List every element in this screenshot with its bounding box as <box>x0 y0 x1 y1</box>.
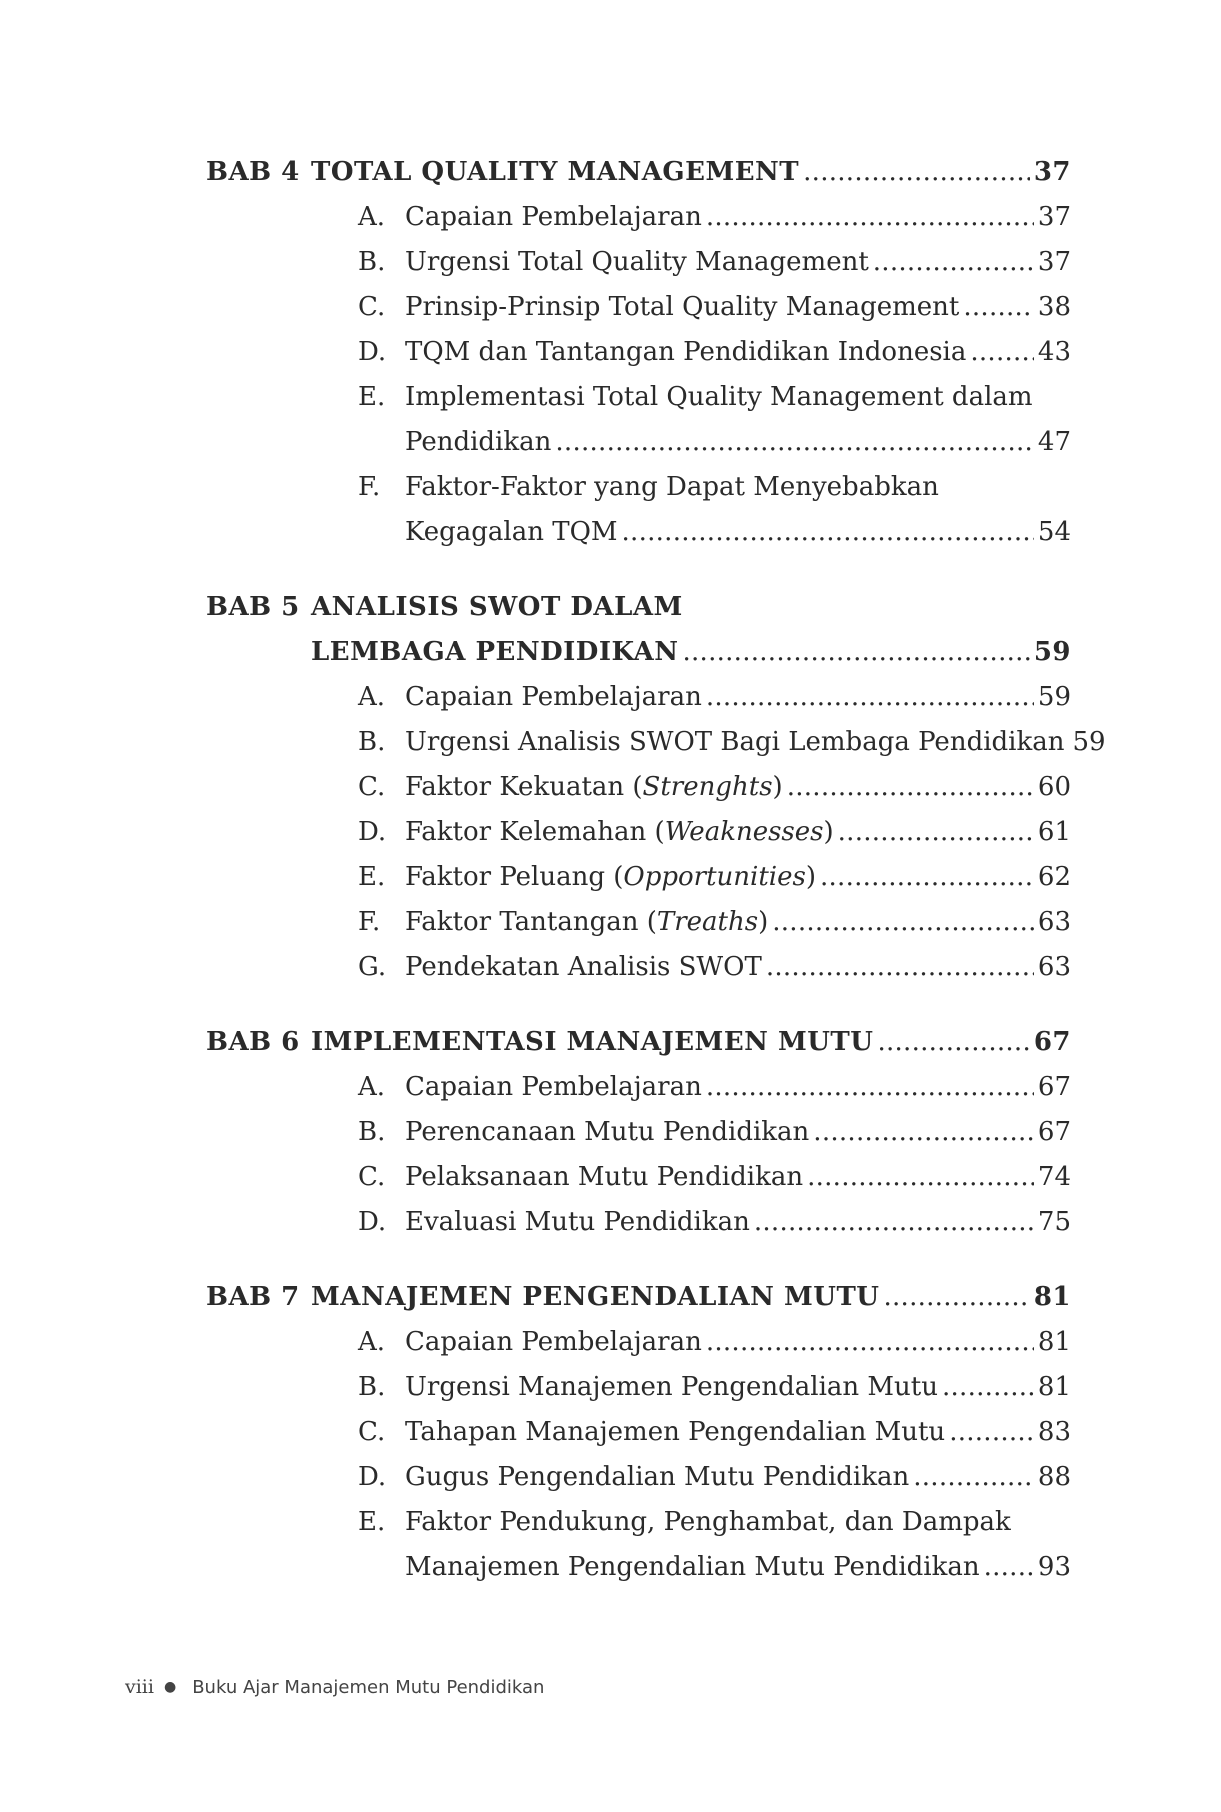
dot-leader <box>772 900 1034 945</box>
chapter-block <box>206 150 1071 555</box>
chapter-heading-line[interactable] <box>206 1275 1071 1320</box>
entry-page-number: 59 <box>1037 682 1071 712</box>
entry-text-after: ) <box>758 907 769 937</box>
toc-entry-line[interactable] <box>358 1455 1071 1500</box>
entry-letter: D. <box>358 337 387 367</box>
entry-text: Capaian Pembelajaran <box>405 1072 702 1102</box>
chapter-page-number: 59 <box>1033 637 1071 667</box>
entry-title <box>405 765 783 810</box>
entry-letter: D. <box>358 817 387 847</box>
entry-letter: E. <box>358 1507 386 1537</box>
toc-entry-line[interactable] <box>358 195 1071 240</box>
entry-title <box>405 810 834 855</box>
entry-italic-term: Opportunities <box>623 862 806 892</box>
entry-text: Urgensi Manajemen Pengendalian Mutu <box>405 1372 938 1402</box>
entry-page-number: 43 <box>1037 337 1071 367</box>
dot-leader <box>706 1320 1034 1365</box>
dot-leader <box>706 1065 1034 1110</box>
entry-letter: F. <box>358 907 381 937</box>
entry-page-number: 67 <box>1037 1072 1071 1102</box>
entry-title <box>405 1365 938 1410</box>
entry-title <box>405 1410 945 1455</box>
entry-title <box>405 330 966 375</box>
dot-leader <box>803 150 1030 195</box>
dot-leader <box>555 420 1034 465</box>
entry-text: Capaian Pembelajaran <box>405 682 702 712</box>
toc-entry-line[interactable] <box>358 900 1071 945</box>
entry-page-number: 63 <box>1037 952 1071 982</box>
dot-leader <box>984 1545 1034 1590</box>
dot-leader <box>813 1110 1034 1155</box>
entry-title <box>405 1065 702 1110</box>
entry-text: Faktor Pendukung, Penghambat, dan Dampak <box>405 1507 1011 1537</box>
entry-title <box>405 675 702 720</box>
toc-entry-line[interactable] <box>358 1365 1071 1410</box>
chapter-page-number: 67 <box>1033 1027 1071 1057</box>
toc-entry-line[interactable] <box>358 1155 1071 1200</box>
entry-letter: A. <box>358 1327 386 1357</box>
dot-leader <box>970 330 1034 375</box>
entry-title <box>405 420 551 465</box>
entry-letter: F. <box>358 472 381 502</box>
entry-page-number: 37 <box>1037 247 1071 277</box>
dot-leader <box>787 765 1034 810</box>
entry-page-number: 59 <box>1072 727 1106 757</box>
entry-title <box>405 1155 803 1200</box>
entry-title <box>405 945 762 990</box>
entry-text: Urgensi Analisis SWOT Bagi Lembaga Pendidikan <box>405 727 1065 757</box>
dot-leader <box>622 510 1034 555</box>
toc-entry-line[interactable] <box>358 240 1071 285</box>
entry-page-number: 93 <box>1037 1552 1071 1582</box>
chapter-title: MANAJEMEN PENGENDALIAN MUTU <box>311 1282 880 1312</box>
entry-title <box>405 720 1064 765</box>
dot-leader <box>683 630 1030 675</box>
entry-page-number: 38 <box>1037 292 1071 322</box>
entry-letter: C. <box>358 1162 386 1192</box>
entry-text: Faktor-Faktor yang Dapat Menyebabkan <box>405 472 939 502</box>
entry-page-number: 75 <box>1037 1207 1071 1237</box>
entry-letter: G. <box>358 952 387 982</box>
dot-leader <box>838 810 1034 855</box>
dot-leader <box>963 285 1034 330</box>
entry-text: Gugus Pengendalian Mutu Pendidikan <box>405 1462 910 1492</box>
entry-text: Prinsip-Prinsip Total Quality Management <box>405 292 960 322</box>
entry-text: Pendidikan <box>405 427 552 457</box>
toc-entry-line[interactable] <box>358 1545 1071 1590</box>
entry-title <box>405 900 768 945</box>
chapter-label: BAB 6 <box>206 1027 300 1057</box>
entry-page-number: 67 <box>1037 1117 1071 1147</box>
entry-italic-term: Strenghts <box>642 772 773 802</box>
table-of-contents <box>206 150 1106 1590</box>
entry-text: Evaluasi Mutu Pendidikan <box>405 1207 750 1237</box>
entry-italic-term: Weaknesses <box>664 817 824 847</box>
entry-title <box>405 375 1033 420</box>
toc-entry-line[interactable] <box>358 1065 1071 1110</box>
entry-text: TQM dan Tantangan Pendidikan Indonesia <box>405 337 967 367</box>
chapter-block <box>206 1275 1071 1590</box>
entry-letter: C. <box>358 292 386 322</box>
chapter-label: BAB 4 <box>206 157 300 187</box>
dot-leader <box>949 1410 1034 1455</box>
entry-letter: B. <box>358 1372 386 1402</box>
entry-letter: E. <box>358 862 386 892</box>
dot-leader <box>820 855 1034 900</box>
toc-entry-line[interactable] <box>358 855 1071 900</box>
toc-entry-line[interactable] <box>358 945 1071 990</box>
toc-entry-line[interactable] <box>358 330 1071 375</box>
entry-letter: A. <box>358 1072 386 1102</box>
footer-book-title: Buku Ajar Manajemen Mutu Pendidikan <box>192 1677 545 1698</box>
toc-entry-line[interactable] <box>358 285 1071 330</box>
entry-text-after: ) <box>823 817 834 847</box>
entry-title <box>405 1200 750 1245</box>
toc-entry-line[interactable] <box>358 375 1071 420</box>
entry-page-number: 61 <box>1037 817 1071 847</box>
entry-title <box>405 1110 809 1155</box>
entry-page-number: 54 <box>1037 517 1071 547</box>
entry-title <box>405 465 939 510</box>
entry-letter: E. <box>358 382 386 412</box>
chapter-label: BAB 7 <box>206 1282 300 1312</box>
entry-page-number: 88 <box>1037 1462 1071 1492</box>
entry-letter: B. <box>358 247 386 277</box>
entry-page-number: 47 <box>1037 427 1071 457</box>
entry-italic-term: Treaths <box>656 907 759 937</box>
chapter-heading-line[interactable] <box>206 1020 1071 1065</box>
dot-leader <box>766 945 1034 990</box>
toc-entry-line[interactable] <box>358 810 1071 855</box>
entry-text: Faktor Kelemahan ( <box>405 817 665 847</box>
entry-title <box>405 510 618 555</box>
entry-text-after: ) <box>772 772 783 802</box>
chapter-page-number: 81 <box>1033 1282 1071 1312</box>
entry-title <box>405 1500 1011 1545</box>
entry-letter: B. <box>358 727 386 757</box>
entry-title <box>405 195 702 240</box>
entry-text: Implementasi Total Quality Management dalam <box>405 382 1033 412</box>
entry-page-number: 81 <box>1037 1372 1071 1402</box>
entry-letter: B. <box>358 1117 386 1147</box>
entry-text: Capaian Pembelajaran <box>405 1327 702 1357</box>
toc-entry-line[interactable] <box>358 465 1071 510</box>
dot-leader <box>706 195 1034 240</box>
entry-title <box>405 1545 980 1590</box>
entry-page-number: 60 <box>1037 772 1071 802</box>
entry-letter: D. <box>358 1462 387 1492</box>
entry-page-number: 62 <box>1037 862 1071 892</box>
dot-leader <box>807 1155 1034 1200</box>
toc-entry-line[interactable] <box>358 720 1106 765</box>
dot-leader <box>883 1275 1029 1320</box>
entry-title <box>405 1320 702 1365</box>
chapter-page-number: 37 <box>1033 157 1071 187</box>
dot-leader <box>877 1020 1029 1065</box>
entry-letter: A. <box>358 202 386 232</box>
chapter-title: ANALISIS SWOT DALAM <box>311 592 683 622</box>
entry-text: Tahapan Manajemen Pengendalian Mutu <box>405 1417 946 1447</box>
entry-text: Capaian Pembelajaran <box>405 202 702 232</box>
dot-leader <box>706 675 1034 720</box>
entry-page-number: 74 <box>1037 1162 1071 1192</box>
footer-page-number: viii <box>125 1676 154 1698</box>
entry-letter: A. <box>358 682 386 712</box>
chapter-heading-line[interactable] <box>206 585 1071 630</box>
chapter-title: IMPLEMENTASI MANAJEMEN MUTU <box>311 1027 874 1057</box>
entry-text: Faktor Kekuatan ( <box>405 772 643 802</box>
entry-text: Pendekatan Analisis SWOT <box>405 952 762 982</box>
entry-text: Faktor Peluang ( <box>405 862 624 892</box>
chapter-title: TOTAL QUALITY MANAGEMENT <box>311 157 800 187</box>
entry-text: Pelaksanaan Mutu Pendidikan <box>405 1162 804 1192</box>
entry-text: Manajemen Pengendalian Mutu Pendidikan <box>405 1552 980 1582</box>
entry-page-number: 81 <box>1037 1327 1071 1357</box>
entry-text-after: ) <box>805 862 816 892</box>
chapter-heading-line[interactable] <box>206 150 1071 195</box>
dot-leader <box>942 1365 1034 1410</box>
chapter-heading-line[interactable] <box>206 630 1071 675</box>
entry-text: Perencanaan Mutu Pendidikan <box>405 1117 810 1147</box>
entry-page-number: 63 <box>1037 907 1071 937</box>
dot-leader <box>754 1200 1034 1245</box>
entry-title <box>405 1455 909 1500</box>
toc-entry-line[interactable] <box>358 1500 1071 1545</box>
entry-letter: D. <box>358 1207 387 1237</box>
toc-entry-line[interactable] <box>358 1110 1071 1155</box>
toc-entry-line[interactable] <box>358 1410 1071 1455</box>
toc-entry-line[interactable] <box>358 765 1071 810</box>
entry-text: Kegagalan TQM <box>405 517 618 547</box>
dot-leader <box>873 240 1034 285</box>
entry-text: Urgensi Total Quality Management <box>405 247 869 277</box>
chapter-block <box>206 1020 1071 1245</box>
entry-page-number: 37 <box>1037 202 1071 232</box>
chapter-title: LEMBAGA PENDIDIKAN <box>311 637 679 667</box>
dot-leader <box>913 1455 1034 1500</box>
toc-entry-line[interactable] <box>358 1200 1071 1245</box>
toc-entry-line[interactable] <box>358 510 1071 555</box>
entry-page-number: 83 <box>1037 1417 1071 1447</box>
entry-letter: C. <box>358 1417 386 1447</box>
entry-title <box>405 240 869 285</box>
footer-bullet-icon: ● <box>163 1679 177 1695</box>
entry-title <box>405 285 959 330</box>
entry-title <box>405 855 816 900</box>
toc-entry-line[interactable] <box>358 675 1071 720</box>
chapter-block <box>206 585 1106 990</box>
toc-entry-line[interactable] <box>358 420 1071 465</box>
entry-text: Faktor Tantangan ( <box>405 907 657 937</box>
page-footer <box>125 1676 544 1698</box>
chapter-label: BAB 5 <box>206 592 300 622</box>
toc-entry-line[interactable] <box>358 1320 1071 1365</box>
entry-letter: C. <box>358 772 386 802</box>
